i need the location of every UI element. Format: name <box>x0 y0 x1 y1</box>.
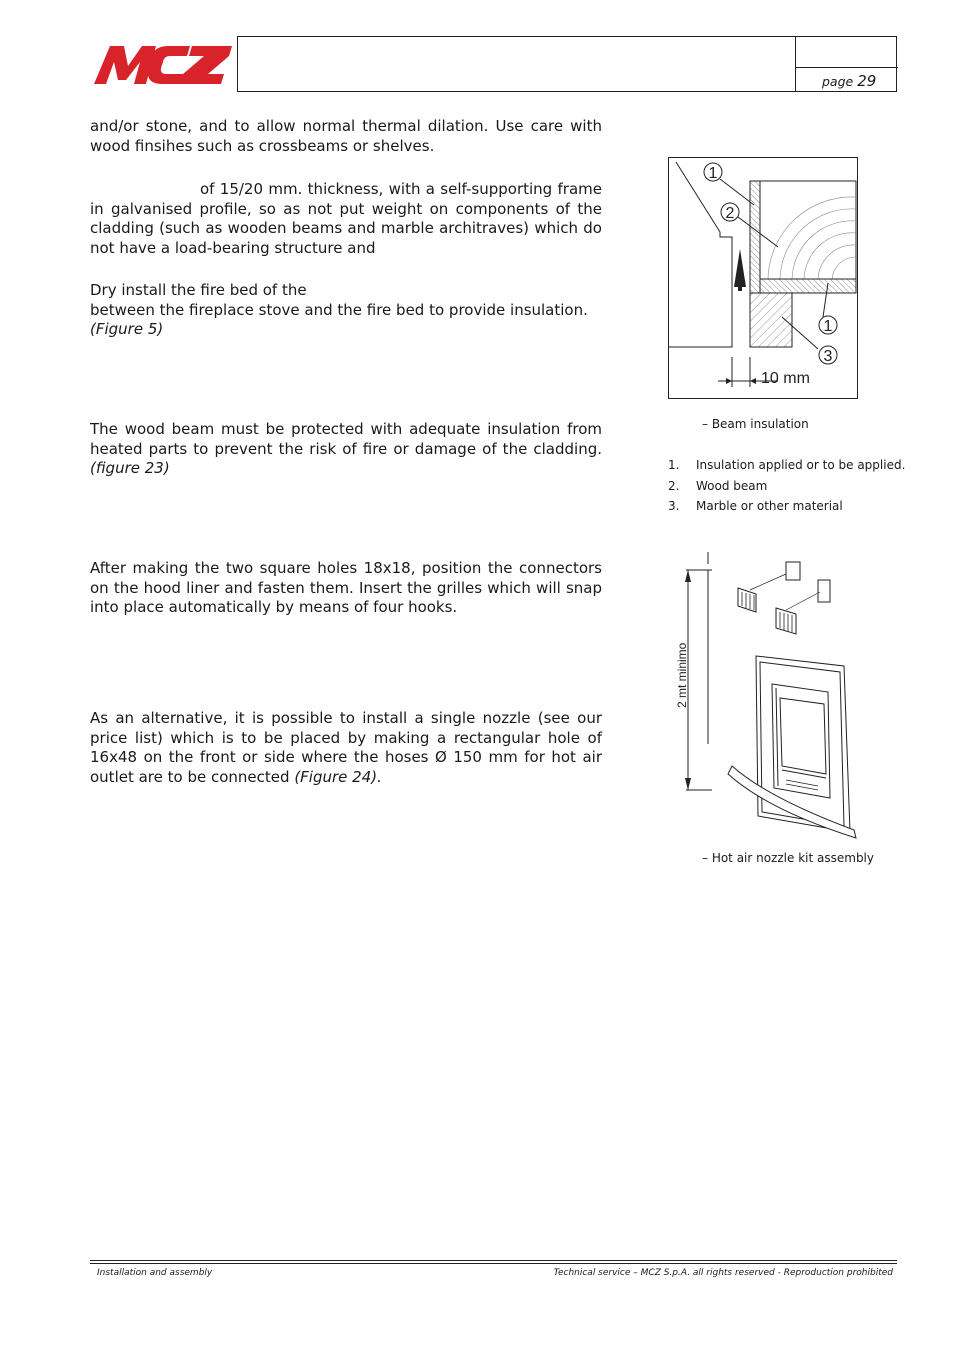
footer-right: Technical service – MCZ S.p.A. all rights reserved - Reproduction prohibited <box>553 1268 893 1278</box>
figure-24-caption: – Hot air nozzle kit assembly <box>702 851 874 865</box>
logo-text: MCZ <box>90 40 93 41</box>
paragraph-5: After making the two square holes 18x18, position the connectors on the hood liner and fasten them. Insert the grilles which will snap into place automatically by means of four hooks. <box>90 559 602 617</box>
footer-left: Installation and assembly <box>97 1268 213 1278</box>
paragraph-6: As an alternative, it is possible to install a single nozzle (see our price list) which is to be placed by making a rectangular hole of 16x48 on the front or side where the hoses Ø 150 mm for hot air outlet are to be connected (Figure 24). <box>90 709 602 786</box>
page-number: page 29 <box>822 72 877 90</box>
callout-3: 3 <box>823 348 833 365</box>
paragraph-4: The wood beam must be protected with adequate insulation from heated parts to prevent the risk of fire or damage of the cladding. (figure 23) <box>90 420 602 478</box>
legend-item: 2. Wood beam <box>668 478 768 493</box>
legend-item: 1. Insulation applied or to be applied. <box>668 458 906 472</box>
paragraph-1: and/or stone, and to allow normal thermal dilation. Use care with wood finsihes such as crossbeams or shelves. <box>90 117 602 155</box>
dimension-label: 10 mm <box>761 370 810 387</box>
figure-23-caption: – Beam insulation <box>702 417 809 431</box>
header-box <box>237 36 897 92</box>
callout-2: 2 <box>725 205 735 222</box>
figure-nozzle-kit <box>668 548 868 848</box>
figure-ref: (figure 23) <box>90 459 170 478</box>
legend-item: 3. Marble or other material <box>668 499 843 513</box>
height-dimension: 2 mt minimo <box>675 642 689 708</box>
paragraph-3: Dry install the fire bed of the between the fireplace stove and the fire bed to provide insulation. (Figure 5) <box>90 281 588 339</box>
figure-23-legend <box>668 455 905 517</box>
paragraph-2: of 15/20 mm. thickness, with a self-supporting frame in galvanised profile, so as not put weight on components of the cladding (such as wooden beams and marble architraves) which do not have a load-bearing structure and <box>90 180 602 257</box>
footer-rule <box>90 1263 897 1264</box>
figure-beam-insulation <box>668 157 858 399</box>
footer-rule <box>90 1260 897 1261</box>
callout-1: 1 <box>708 165 718 182</box>
mcz-logo <box>90 40 234 88</box>
callout-1b: 1 <box>823 318 833 335</box>
figure-ref: (Figure 24). <box>294 767 382 786</box>
